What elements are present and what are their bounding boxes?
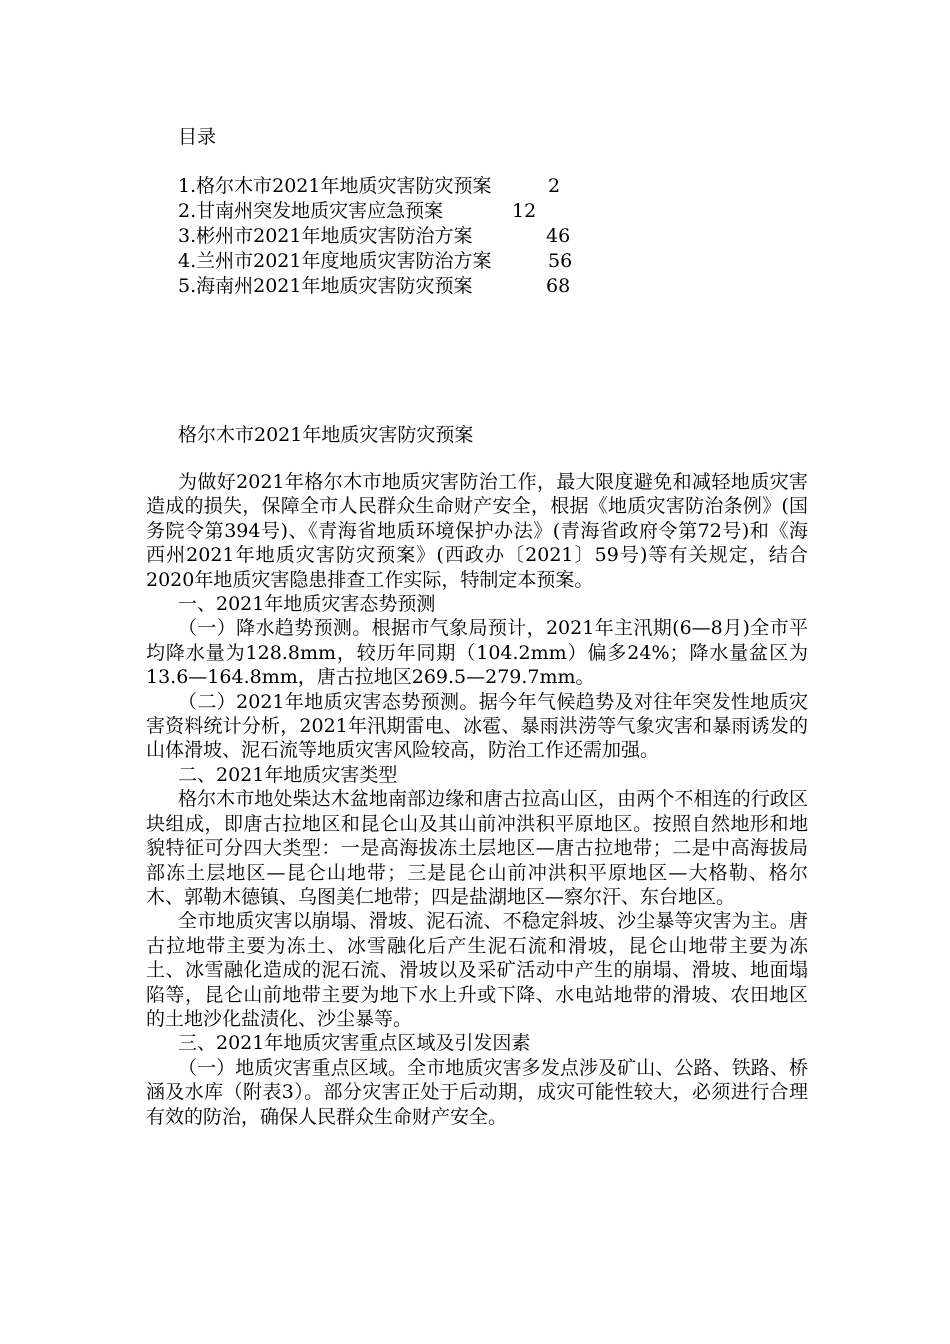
toc-item-title: 5.海南州2021年地质灾害防灾预案 — [178, 275, 473, 297]
body-paragraph: 格尔木市地处柴达木盆地南部边缘和唐古拉高山区，由两个不相连的行政区块组成，即唐古拉地区和昆仑山及其山前冲洪积平原地区。按照自然地形和地貌特征可分四大类型：一是高海拔冻土层地区—唐古拉地带；二是中高海拔局部冻土层地区—昆仑山地带；三是昆仑山前冲洪积平原地区—大格勒、格尔木、郭勒木德镇、乌图美仁地带；四是盐湖地区—察尔汗、东台地区。 — [146, 788, 808, 908]
body-paragraph: （二）2021年地质灾害态势预测。据今年气候趋势及对往年突发性地质灾害资料统计分析，2021年汛期雷电、冰雹、暴雨洪涝等气象灾害和暴雨诱发的山体滑坡、泥石流等地质灾害风险较高，防治工作还需加强。 — [146, 690, 808, 762]
body-paragraph: （一）降水趋势预测。根据市气象局预计，2021年主汛期(6—8月)全市平均降水量为128.8mm，较历年同期（104.2mm）偏多24%；降水量盆区为13.6—164.8mm，唐古拉地区269.5—279.7mm。 — [146, 617, 808, 689]
document-title: 格尔木市2021年地质灾害防灾预案 — [178, 424, 474, 446]
toc-item[interactable] — [178, 199, 798, 224]
toc-item-page: 56 — [548, 250, 573, 272]
body-paragraph: （一）地质灾害重点区域。全市地质灾害多发点涉及矿山、公路、铁路、桥涵及水库（附表3）。部分灾害正处于后动期，成灾可能性较大，必须进行合理有效的防治，确保人民群众生命财产安全。 — [146, 1056, 808, 1128]
toc-item-page: 2 — [548, 175, 561, 197]
toc-item[interactable] — [178, 249, 798, 274]
section-heading: 一、2021年地质灾害态势预测 — [178, 593, 436, 616]
table-of-contents — [178, 174, 798, 299]
toc-item[interactable] — [178, 274, 798, 299]
toc-item-title: 3.彬州市2021年地质灾害防治方案 — [178, 225, 473, 247]
toc-item[interactable] — [178, 174, 798, 199]
toc-item-page: 68 — [546, 275, 571, 297]
body-paragraph: 全市地质灾害以崩塌、滑坡、泥石流、不稳定斜坡、沙尘暴等灾害为主。唐古拉地带主要为冻土、冰雪融化后产生泥石流和滑坡，昆仑山地带主要为冻土、冰雪融化造成的泥石流、滑坡以及采矿活动中产生的崩塌、滑坡、地面塌陷等，昆仑山前地带主要为地下水上升或下降、水电站地带的滑坡、农田地区的土地沙化盐渍化、沙尘暴等。 — [146, 910, 808, 1030]
toc-item-title: 2.甘南州突发地质灾害应急预案 — [178, 200, 444, 222]
toc-item[interactable] — [178, 224, 798, 249]
section-heading: 三、2021年地质灾害重点区域及引发因素 — [178, 1032, 531, 1055]
document-body — [146, 470, 808, 1129]
toc-item-page: 12 — [512, 200, 537, 222]
toc-item-title: 4.兰州市2021年度地质灾害防治方案 — [178, 250, 492, 272]
section-heading: 二、2021年地质灾害类型 — [178, 763, 398, 786]
toc-heading: 目录 — [178, 126, 217, 148]
body-paragraph: 为做好2021年格尔木市地质灾害防治工作，最大限度避免和减轻地质灾害造成的损失，保障全市人民群众生命财产安全，根据《地质灾害防治条例》(国务院令第394号)、《青海省地质环境保护办法》(青海省政府令第72号)和《海西州2021年地质灾害防灾预案》(西政办〔2021〕59号)等有关规定，结合2020年地质灾害隐患排查工作实际，特制定本预案。 — [146, 471, 808, 591]
toc-item-title: 1.格尔木市2021年地质灾害防灾预案 — [178, 175, 492, 197]
toc-item-page: 46 — [546, 225, 571, 247]
